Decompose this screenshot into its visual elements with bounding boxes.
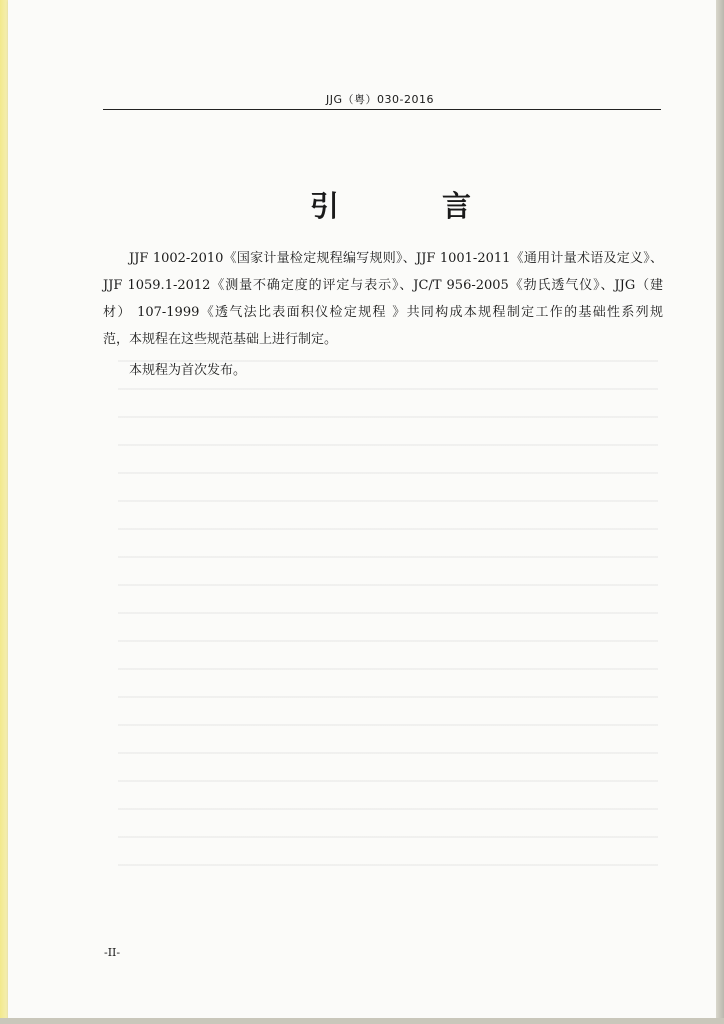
paragraph-line: 本规程为首次发布。 [129, 363, 247, 378]
right-binding-edge [716, 0, 724, 1024]
paragraph-line: JJF 1002-2010《国家计量检定规程编写规则》、JJF 1001-2011《通用计量术语及定义》、 [129, 251, 663, 266]
bleed-through-shadow [118, 340, 658, 880]
running-header: JJG（粤）030-2016 [326, 93, 434, 106]
title-char-1: 引 [310, 189, 340, 223]
paragraph-line: 材） 107-1999《透气法比表面积仪检定规程 》共同构成本规程制定工作的基础性系列规 [103, 305, 663, 320]
title-char-2: 言 [442, 189, 472, 223]
section-title [310, 184, 470, 234]
paragraph-line: 范，本规程在这些规范基础上进行制定。 [103, 332, 338, 347]
header-rule [103, 109, 661, 110]
bottom-edge [0, 1018, 724, 1024]
document-page [8, 0, 716, 1020]
body-text [103, 245, 663, 384]
page-number: -II- [104, 946, 121, 959]
paragraph-line: JJF 1059.1-2012《测量不确定度的评定与表示》、JC/T 956-2005《勃氏透气仪》、JJG（建 [103, 278, 663, 293]
